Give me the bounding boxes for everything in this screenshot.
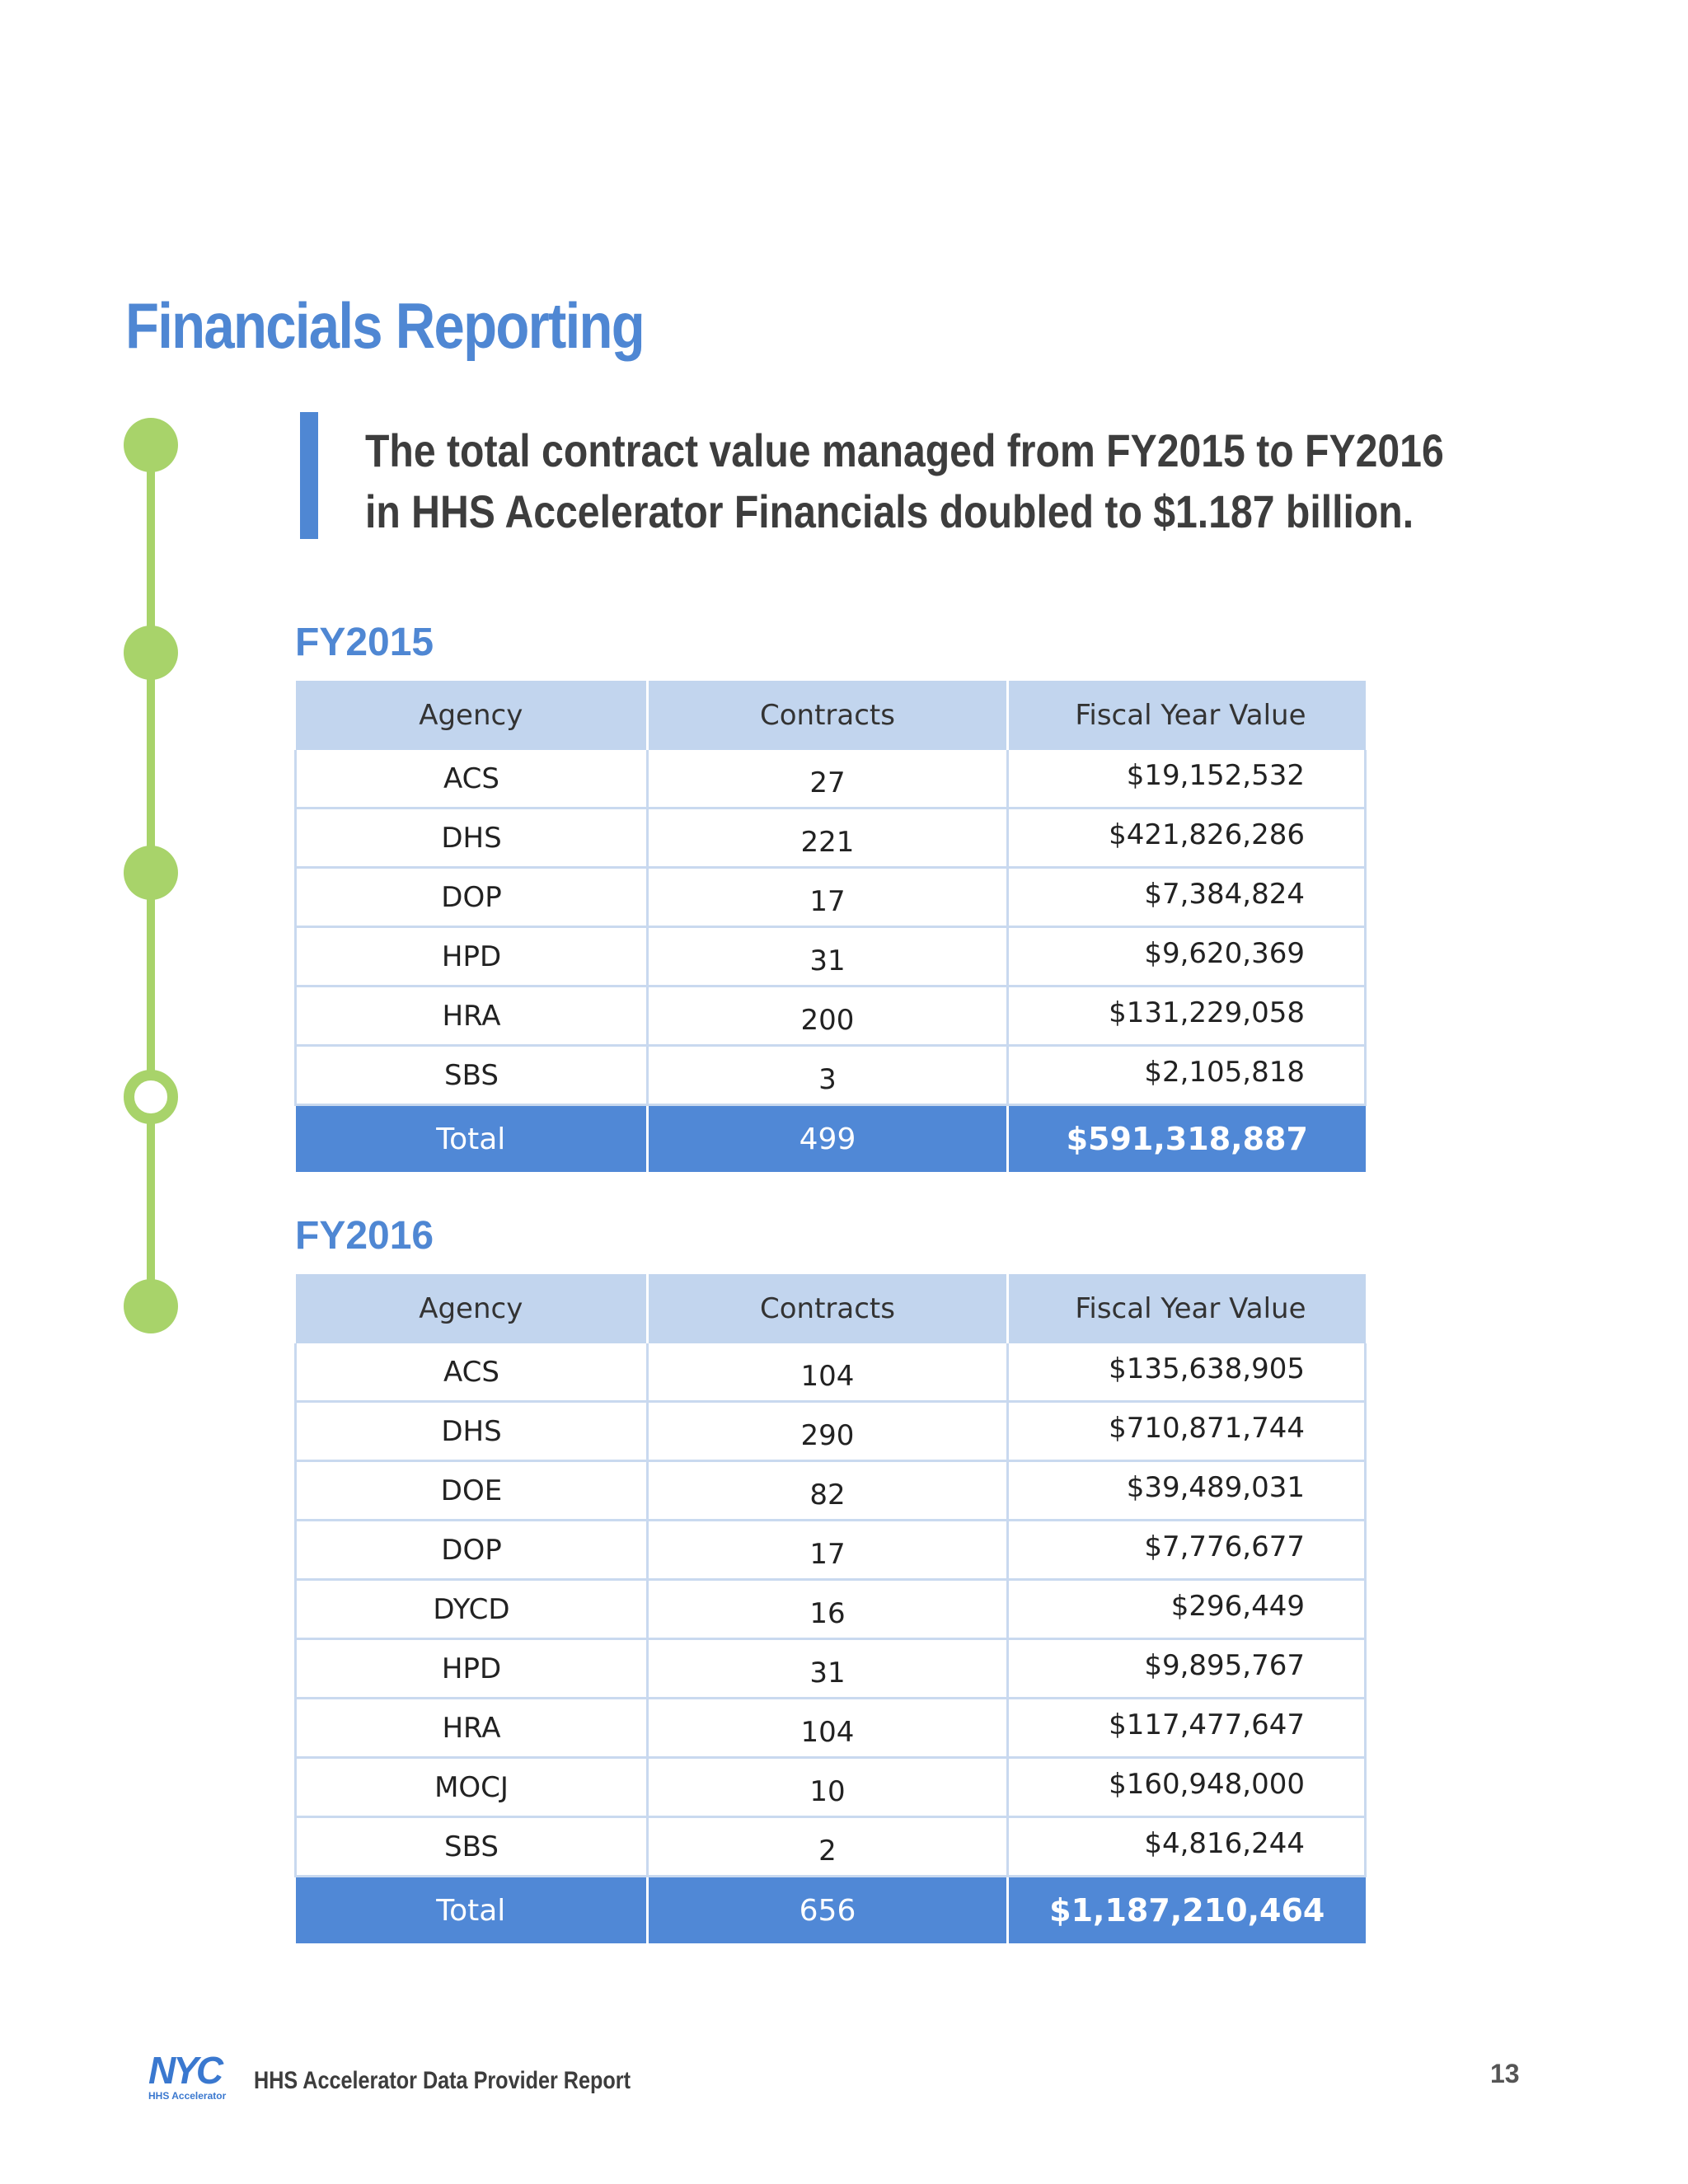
contracts-cell: 290 [648, 1402, 1008, 1461]
agency-cell: DOP [296, 1521, 648, 1580]
contracts-cell: 16 [648, 1580, 1008, 1639]
value-column-header: Fiscal Year Value [1008, 1274, 1366, 1343]
value-column-header: Fiscal Year Value [1008, 681, 1366, 750]
value-cell: $421,826,286 [1008, 808, 1366, 868]
table-row [296, 1402, 1366, 1461]
nyc-logo [148, 2049, 236, 2102]
contracts-cell: 200 [648, 987, 1008, 1046]
fy2016-rows [296, 1343, 1366, 1943]
value-cell: $39,489,031 [1008, 1461, 1366, 1521]
agency-cell: ACS [296, 1343, 648, 1402]
total-contracts-cell: 499 [648, 1105, 1008, 1173]
total-row [296, 1105, 1366, 1173]
timeline-node [124, 1279, 178, 1333]
value-cell: $710,871,744 [1008, 1402, 1366, 1461]
timeline-node [124, 626, 178, 680]
value-cell: $160,948,000 [1008, 1758, 1366, 1817]
contracts-cell: 104 [648, 1699, 1008, 1758]
total-value-cell: $1,187,210,464 [1008, 1877, 1366, 1944]
value-cell: $9,620,369 [1008, 927, 1366, 987]
agency-cell: DYCD [296, 1580, 648, 1639]
contracts-column-header: Contracts [648, 681, 1008, 750]
agency-column-header: Agency [296, 1274, 648, 1343]
contracts-cell: 17 [648, 1521, 1008, 1580]
agency-cell: DHS [296, 808, 648, 868]
contracts-cell: 31 [648, 927, 1008, 987]
table-row [296, 1343, 1366, 1402]
fy2016-heading: FY2016 [295, 1214, 434, 1258]
agency-cell: DHS [296, 1402, 648, 1461]
value-cell: $7,384,824 [1008, 868, 1366, 927]
agency-column-header: Agency [296, 681, 648, 750]
agency-cell: SBS [296, 1046, 648, 1105]
table-row [296, 1639, 1366, 1699]
agency-cell: HPD [296, 1639, 648, 1699]
value-cell: $296,449 [1008, 1580, 1366, 1639]
contracts-cell: 31 [648, 1639, 1008, 1699]
fy2015-heading: FY2015 [295, 621, 434, 664]
value-cell: $135,638,905 [1008, 1343, 1366, 1402]
table-row [296, 868, 1366, 927]
callout-line-1: The total contract value managed from FY2015 to FY2016 [365, 424, 1444, 476]
total-row [296, 1877, 1366, 1944]
timeline-node [124, 846, 178, 900]
nyc-logo-text: NYC [148, 2049, 222, 2092]
agency-cell: MOCJ [296, 1758, 648, 1817]
contracts-cell: 104 [648, 1343, 1008, 1402]
table-header-row [296, 1274, 1366, 1343]
table-row [296, 1580, 1366, 1639]
total-label-cell: Total [296, 1877, 648, 1944]
value-cell: $19,152,532 [1008, 750, 1366, 808]
timeline-node [124, 418, 178, 472]
contracts-cell: 2 [648, 1817, 1008, 1877]
fy2015-rows [296, 750, 1366, 1172]
table-row [296, 808, 1366, 868]
table-header-row [296, 681, 1366, 750]
total-label-cell: Total [296, 1105, 648, 1173]
footer-report-title: HHS Accelerator Data Provider Report [254, 2067, 631, 2094]
table-row [296, 1758, 1366, 1817]
contracts-cell: 82 [648, 1461, 1008, 1521]
table-row [296, 927, 1366, 987]
fy2015-table [294, 681, 1367, 1172]
value-cell: $117,477,647 [1008, 1699, 1366, 1758]
table-row [296, 987, 1366, 1046]
agency-cell: HRA [296, 987, 648, 1046]
fy2016-table [294, 1274, 1367, 1943]
table-row [296, 1461, 1366, 1521]
table-row [296, 1046, 1366, 1105]
contracts-cell: 27 [648, 750, 1008, 808]
value-cell: $4,816,244 [1008, 1817, 1366, 1877]
table-row [296, 1521, 1366, 1580]
agency-cell: HPD [296, 927, 648, 987]
value-cell: $9,895,767 [1008, 1639, 1366, 1699]
value-cell: $7,776,677 [1008, 1521, 1366, 1580]
timeline-node-hollow [124, 1070, 178, 1124]
table-row [296, 1699, 1366, 1758]
contracts-cell: 17 [648, 868, 1008, 927]
value-cell: $131,229,058 [1008, 987, 1366, 1046]
table-row [296, 750, 1366, 808]
contracts-column-header: Contracts [648, 1274, 1008, 1343]
agency-cell: ACS [296, 750, 648, 808]
contracts-cell: 3 [648, 1046, 1008, 1105]
table-row [296, 1817, 1366, 1877]
value-cell: $2,105,818 [1008, 1046, 1366, 1105]
agency-cell: DOP [296, 868, 648, 927]
callout-text [365, 420, 1444, 542]
contracts-cell: 10 [648, 1758, 1008, 1817]
agency-cell: DOE [296, 1461, 648, 1521]
agency-cell: HRA [296, 1699, 648, 1758]
total-contracts-cell: 656 [648, 1877, 1008, 1944]
page-title: Financials Reporting [125, 289, 645, 362]
callout-accent-bar [300, 412, 318, 539]
callout-line-2: in HHS Accelerator Financials doubled to $1.187 billion. [365, 485, 1414, 537]
agency-cell: SBS [296, 1817, 648, 1877]
total-value-cell: $591,318,887 [1008, 1105, 1366, 1173]
contracts-cell: 221 [648, 808, 1008, 868]
page-number: 13 [1490, 2059, 1520, 2088]
nyc-logo-subtext: HHS Accelerator [148, 2090, 227, 2102]
